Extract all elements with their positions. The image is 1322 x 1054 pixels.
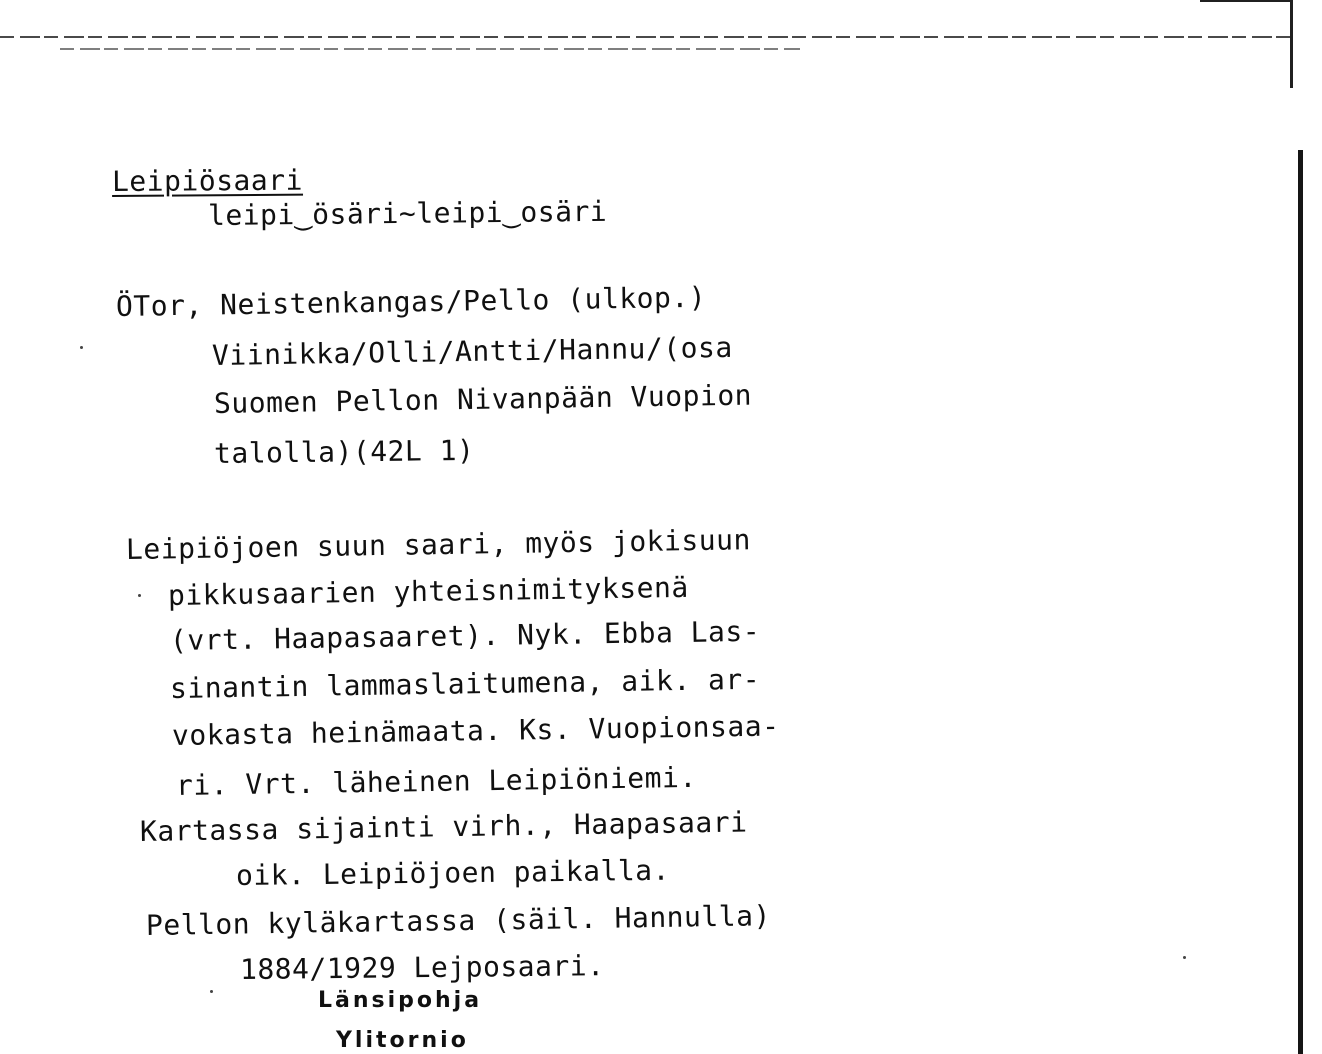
description-line: (vrt. Haapasaaret). Nyk. Ebba Las- [169, 614, 761, 657]
top-right-corner-line [1200, 0, 1292, 2]
description-line: sinantin lammaslaitumena, aik. ar- [169, 662, 761, 705]
description-line: pikkusaarien yhteisnimityksenä [167, 570, 689, 612]
scan-speck [210, 990, 213, 993]
source-line-4: talolla)(42L 1) [213, 433, 475, 470]
description-line: Leipiöjoen suun saari, myös jokisuun [125, 523, 752, 566]
parish-stamp: Ylitornio [336, 1028, 469, 1053]
scan-speck [80, 346, 83, 349]
description-line: 1884/1929 Lejposaari. [239, 949, 605, 986]
right-edge-line-lower [1298, 150, 1303, 1054]
region-stamp: Länsipohja [318, 988, 483, 1013]
source-line-1: ÖTor, Neistenkangas/Pello (ulkop.) [115, 280, 707, 323]
top-edge-line-lower [60, 48, 800, 50]
source-line-2: Viinikka/Olli/Antti/Hannu/(osa [211, 330, 733, 372]
description-line: oik. Leipiöjoen paikalla. [235, 853, 671, 892]
description-line: vokasta heinämaata. Ks. Vuopionsaa- [171, 709, 780, 752]
right-edge-line [1290, 0, 1293, 88]
description-line: Pellon kyläkartassa (säil. Hannulla) [145, 899, 772, 942]
source-line-3: Suomen Pellon Nivanpään Vuopion [213, 378, 753, 420]
pronunciation: leipi‿ösäri~leipi‿osäri [207, 194, 608, 232]
description-line: ri. Vrt. läheinen Leipiöniemi. [175, 760, 697, 802]
scan-speck [1183, 956, 1186, 959]
scan-speck [138, 594, 141, 597]
place-name-heading: Leipiösaari [111, 163, 304, 198]
top-edge-line [0, 36, 1292, 38]
description-line: Kartassa sijainti virh., Haapasaari [139, 805, 748, 848]
